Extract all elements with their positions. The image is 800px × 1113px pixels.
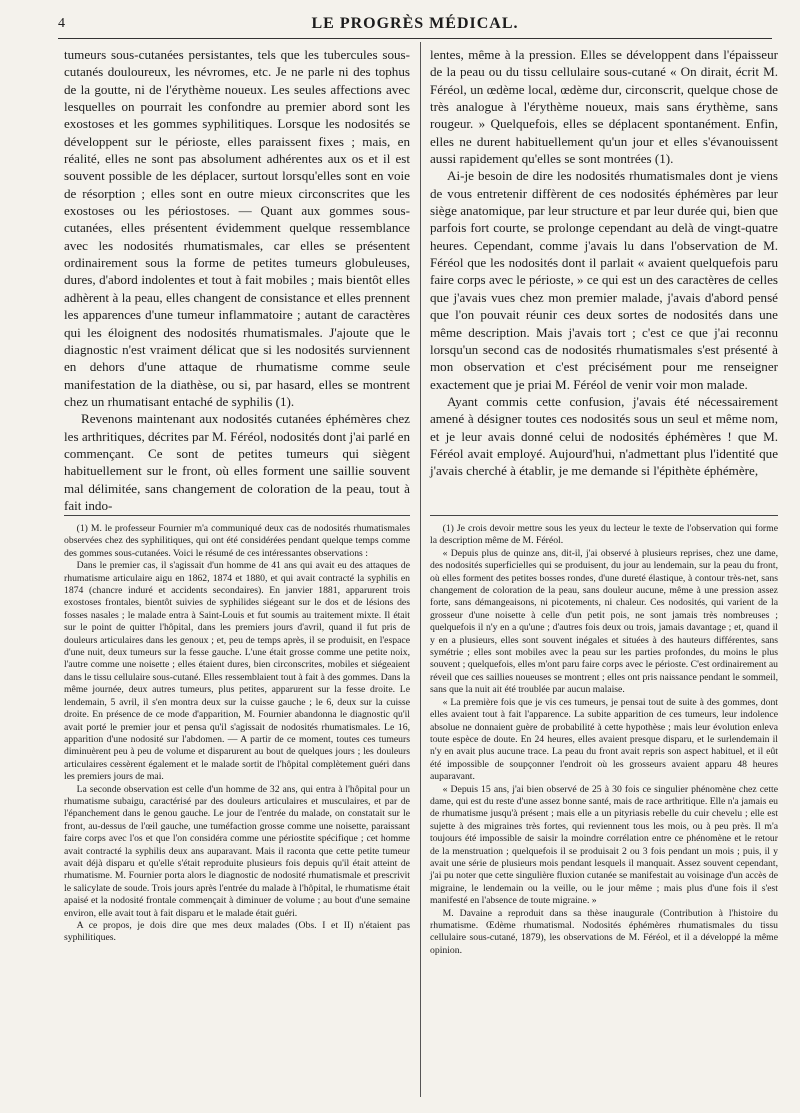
footnote-separator <box>430 515 778 516</box>
paragraph: Ai-je besoin de dire les nodosités rhumatismales dont je viens de vous entretenir diffèrent de ces nodosités éphémères par leur siège anatomique, par leur structure et par leur durée qui, bien que parfois fort courte, se prolonge cependant au delà de vingt-quatre heures. Cependant, comme j'avais lu dans l'observation de M. Féréol que les nodosités dont il parlait « avaient quelquefois paru faire corps avec le périoste, » ce qui est un des caractères de celles que j'avais vues chez mon premier malade, j'avais d'abord pensé que l'on pouvait réunir ces deux sortes de nodosités dans une même description. Mais j'avais tort ; c'est ce que j'ai reconnu lorsqu'un second cas de nodosités rhumatismales s'est présenté à mon observation et c'est précisément pour me renseigner exactement que je priai M. Féréol de venir voir mon malade. <box>430 168 778 392</box>
left-column-text <box>64 46 410 514</box>
footnote-paragraph: La seconde observation est celle d'un homme de 32 ans, qui entra à l'hôpital pour un rhumatisme subaigu, caractérisé par des douleurs articulaires et musculaires, et par de l'épanchement dans le genou gauche. Le jour de l'entrée du malade, on constatait sur le front, au-dessus de l'œil gauche, une tuméfaction grosse comme une noisette, paraissant faire corps avec l'os et que l'on considéra comme une périostite spécifique ; cet homme avait contracté la syphilis deux ans auparavant. Mais il raconta que cette petite tumeur avait déjà disparu et qu'elle s'était reproduite plusieurs fois depuis qu'il était atteint de rhumatisme. M. Fournier porta alors le diagnostic de nodosité rhumatismale et prescrivit le salicylate de soude. Trois jours après l'entrée du malade à l'hôpital, le rhumatisme était apaisé et la nodosité frontale commençait à diminuer de volume ; au bout d'une semaine environ, elle avait tout à fait disparu et le malade était guéri. <box>64 783 410 919</box>
paragraph: tumeurs sous-cutanées persistantes, tels que les tubercules sous-cutanés douloureux, les névromes, etc. Je ne parle ni des tophus de la goutte, ni de l'érythème noueux. Les seules affections avec lesquelles on pourrait les confondre au premier abord sont les exostoses et les gommes syphilitiques. Lorsque les nodosités se développent sur le périoste, elles paraissent fixes ; mais, en réalité, elles ne sont pas absolument adhérentes aux os et il est souvent possible de les déplacer, surtout lorsqu'elles sont en voie de résorption ; elles sont en outre mieux circonscrites que les exostoses ou les périostoses. — Quant aux gommes sous-cutanées, elles présentent évidemment quelque ressemblance avec les nodosités rhumatismales, car elles se présentent ordinairement sous la forme de petites tumeurs globuleuses, dures, d'abord indolentes et tout à fait mobiles ; mais bientôt elles adhèrent à la peau, elles changent de consistance et elles prennent les apparences d'une tumeur inflammatoire ; autant de caractères qui les éloignent des nodosités rhumatismales. J'ajoute que le diagnostic n'est vraiment délicat que si les nodosités surviennent en dehors d'une attaque de rhumatisme comme seule manifestation de la diathèse, ou si, par hasard, elles se montrent chez un rhumatisant entaché de syphilis (1). <box>64 47 410 409</box>
paragraph: Revenons maintenant aux nodosités cutanées éphémères chez les arthritiques, décrites par M. Féréol, nodosités dont j'ai parlé en commençant. Ce sont de petites tumeurs qui siègent habituellement sur le front, où elles forment une saillie souvent mal délimitée, sans changement de coloration de la peau, tout à fait indo- <box>64 411 410 513</box>
right-column-text <box>430 46 778 480</box>
footnote-paragraph: « Depuis 15 ans, j'ai bien observé de 25 à 30 fois ce singulier phénomène chez cette dame, qui est du reste d'une assez bonne santé, mais de race arthritique. Elle n'a jamais eu de rhumatisme jusqu'à présent ; mais elle a un pityriasis rebelle du cuir chevelu ; elle est sujette à des migraines très fortes, qui reviennent tous les mois, ou à peu près. Il m'a toujours été impossible de saisir la moindre corrélation entre ce phénomène et le retour de la menstruation ; quelquefois il se produisait 2 ou 3 fois pendant un mois ; puis, il y avait une série de plusieurs mois pendant lesquels il manquait. Assez souvent cependant, j'ai pu noter que cette singulière fluxion cutanée se manifestait au voisinage d'un accès de migraine, le lendemain ou la veille, ou le jour même ; mais plus d'une fois il s'est manifesté en l'absence de toute migraine. » <box>430 783 778 907</box>
page-header <box>58 14 772 36</box>
footnote-paragraph: (1) M. le professeur Fournier m'a communiqué deux cas de nodosités rhumatismales observées chez des syphilitiques, qui ont été considérées pendant quelque temps comme des gommes sous-cutanées. Voici le résumé de ces intéressantes observations : <box>64 523 410 559</box>
footnote-paragraph: « Depuis plus de quinze ans, dit-il, j'ai observé à plusieurs reprises, chez une dame, des nodosités superficielles qui se produisent, du jour au lendemain, sur la peau du front, où elles forment des petites bosses rondes, d'une dureté élastique, à contour très-net, sans changement de coloration de la peau, sans douleur aucune, même à une pression assez forte, sans démangeaisons, ni picotements, ni chaleur. Ces nodosités, qui varient de la grosseur d'une noisette à celle d'un petit pois, ne sont jamais très nombreuses ; quelquefois il n'y en a qu'une ; d'autres fois deux ou trois, jamais davantage ; et, quand il y en a plusieurs, elles sont souvent inégales et situées à des hauteurs différentes, sans symétrie ; elles sont mobiles avec la peau sur les parties profondes, du moins le plus souvent ; quelquefois, elles m'ont paru faire corps avec le périoste. C'est ordinairement au réveil que ces saillies noueuses se montrent ; elles ont pris naissance pendant le sommeil, sans que la nuit ait été troublée par aucun malaise. <box>430 547 778 696</box>
footnote-paragraph: (1) Je crois devoir mettre sous les yeux du lecteur le texte de l'observation qui forme la description même de M. Féréol. <box>430 523 778 547</box>
footnote-paragraph: A ce propos, je dois dire que mes deux malades (Obs. I et II) n'étaient pas syphilitiques. <box>64 920 410 944</box>
footnote-separator <box>64 515 410 516</box>
column-divider <box>420 42 421 1097</box>
left-footnote <box>64 523 410 945</box>
paragraph: Ayant commis cette confusion, j'avais été nécessairement amené à désigner toutes ces nodosités sous un seul et même nom, et je leur avais donné celui de nodosités éphémères ! que M. Féréol avait employé. Aujourd'hui, n'admettant plus l'identité que j'avais cherché à établir, je me demande si l'épithète éphémère, <box>430 393 778 479</box>
paragraph: lentes, même à la pression. Elles se développent dans l'épaisseur de la peau ou du tissu cellulaire sous-cutané « On dirait, écrit M. Féréol, un œdème local, œdème dur, circonscrit, quelque chose de très analogue à l'érythème noueux, mais sans érythème, sans rougeur. » Quelquefois, elles se déplacent spontanément. Enfin, elles ne durent habituellement qu'un jour et elles s'évanouissent aussi rapidement qu'elles se sont montrées (1). <box>430 47 778 167</box>
header-rule <box>58 38 772 39</box>
journal-title: LE PROGRÈS MÉDICAL. <box>311 15 519 32</box>
page-number: 4 <box>58 16 65 31</box>
right-footnote <box>430 523 778 957</box>
footnote-paragraph: Dans le premier cas, il s'agissait d'un homme de 41 ans qui avait eu des attaques de rhumatisme articulaire aigu en 1862, 1874 et 1880, et qui avait contracté la syphilis en 1874 (chancre induré et accidents secondaires). En janvier 1881, apparurent trois exostoses frontales, bientôt suivies de syphilides siégeant sur le dos et de lésions des fosses nasales ; le malade entra à Saint-Louis et fut soumis au traitement mixte. Il était sur le point de quitter l'hôpital, dans les premiers jours d'avril, quand il fut pris de douleurs articulaires dans les genoux ; et, peu de temps après, il se produisit, en l'espace d'une nuit, deux tumeurs sur la fesse gauche. L'une était grosse comme une petite noix, l'autre comme une noisette ; elles étaient dures, bien circonscrites, mobiles et siégeaient dans le tissu cellulaire sous-cutané. Elles ressemblaient tout à fait à des gommes. Dans la même journée, deux autres tumeurs, plus petites, apparurent sur la fesse droite. Le lendemain, 5 avril, il s'en montra deux sur la cuisse gauche ; le 6, deux sur la cuisse droite. En présence de ce mode d'apparition, M. Fournier abandonna le diagnostic qu'il avait porté le premier jour et pensa qu'il s'agissait de nodosités rhumatismales. Le 16, apparition d'une nodosité sur l'abdomen. — A partir de ce moment, toutes ces tumeurs diminuèrent peu à peu de volume et disparurent au bout de quelques jours ; les douleurs articulaires cessèrent également et le malade sortit de l'hôpital complètement guéri dans les premiers jours de mai. <box>64 560 410 783</box>
footnote-paragraph: « La première fois que je vis ces tumeurs, je pensai tout de suite à des gommes, dont elles avaient tout à fait l'apparence. La subite apparition de ces tumeurs, leur indolence absolue ne donnaient guère de probabilité à cette hypothèse ; mais leur évolution enleva toute espèce de doute. En 24 heures, elles avaient presque disparu, et le surlendemain il n'y en avait plus aucune trace. La peau du front avait repris son aspect habituel, et il eût été impossible de soupçonner l'endroit où les grosseurs avaient apparu 48 heures auparavant. <box>430 696 778 783</box>
footnote-paragraph: M. Davaine a reproduit dans sa thèse inaugurale (Contribution à l'histoire du rhumatisme. Œdème rhumatismal. Nodosités éphémères rhumatismales du tissu cellulaire sous-cutané, 1879), les observations de M. Féréol, et il a développé la même opinion. <box>430 907 778 956</box>
